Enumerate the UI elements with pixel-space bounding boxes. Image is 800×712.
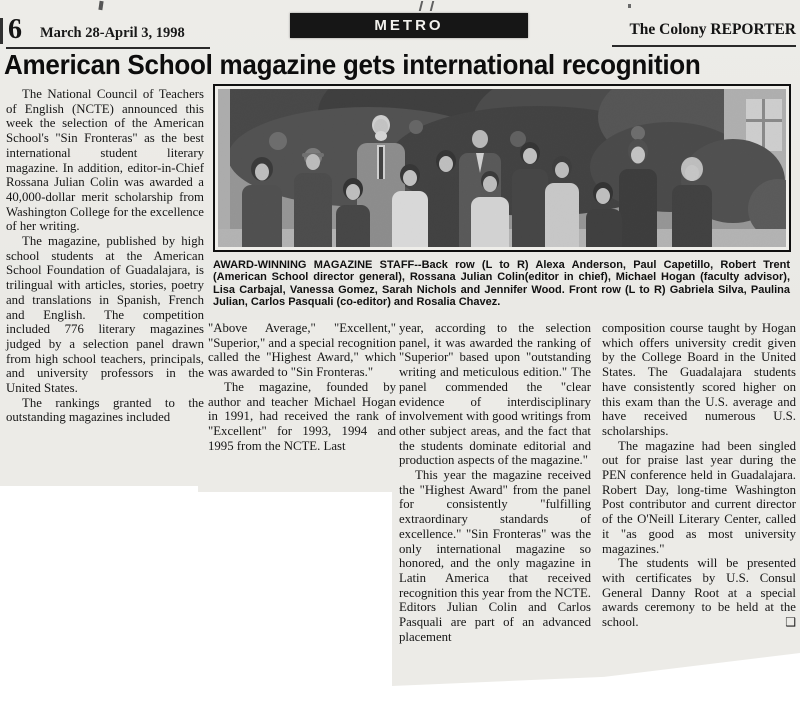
section-banner (290, 13, 528, 38)
headline: American School magazine gets international recognition (4, 49, 701, 80)
article-column-1 (6, 87, 204, 425)
paragraph: The National Council of Teachers of English (NCTE) announced this week the selection of the American School's "Sin Fronteras" as the best international student literary magazine. In addition, editor-in-Chief Rossana Julian Colin was awarded a 40,000-dollar merit scholarship from Washington College for the excellence of her writing. (6, 87, 204, 234)
scan-artifact (0, 18, 3, 44)
paragraph-text: The students will be presented with certificates by U.S. Consul General Danny Root at a special awards ceremony to be held at the school. (602, 556, 796, 630)
paragraph: "Above Average," "Excellent," "Superior," and a special recognition called the "Highest Award," which was awarded to "Sin Fronteras." (208, 321, 396, 380)
issue-date: March 28-April 3, 1998 (40, 25, 185, 41)
page-number: 6 (8, 14, 22, 45)
paper-name: The Colony REPORTER (629, 21, 796, 38)
paragraph: The magazine had been singled out for praise last year during the PEN conference held in Guadalajara. Robert Day, long-time Washington Post contributor and current director of the O'Neill Literary Center, called it "as good as most university magazines." (602, 438, 796, 556)
paragraph: The magazine, published by high school students at the American School Foundation of Guadalajara, is trilingual with articles, stories, poetry and translations in Spanish, French and English. The competition included 776 literary magazines judged by a selection panel drawn from high school teachers, principals, and university professors in the United States. (6, 234, 204, 396)
paragraph: composition course taught by Hogan which offers university credit given by the College Board in the United States. The Guadalajara students have consistently scored higher on this exam than the U.S. average and have received numerous U.S. scholarships. (602, 321, 796, 438)
paragraph: year, according to the selection panel, it was awarded the ranking of "Superior" based upon "outstanding writing and meticulous edition." The panel commended the "clear evidence of interdisciplinary involvement with good writings from other subject areas, and the fact that the students dominate editorial and production aspects of the magazine." (399, 321, 591, 468)
article-column-4 (602, 321, 796, 630)
paragraph: The rankings granted to the outstanding magazines included (6, 395, 204, 425)
article-column-2 (208, 321, 396, 453)
photo-caption: AWARD-WINNING MAGAZINE STAFF--Back row (L to R) Alexa Anderson, Paul Capetillo, Robert Trent (American School director general), Rossana Julian Colin(editor in chief), Michael Hogan (faculty advisor), Lisa Carbajal, Vanessa Gomez, Sarah Nichols and Jennifer Wood. Front row (L to R) Gabriela Silva, Paulina Julian, Carlos Pasquali (co-editor) and Rosalia Chavez. (213, 259, 790, 309)
scan-artifact (628, 4, 631, 8)
paragraph: This year the magazine received the "Highest Award" from the panel for consistently "fulfilling extraordinary standards of excellence." "Sin Fronteras" was the only international magazine so honored, and the only magazine in Latin America that received recognition this year from the NCTE. Editors Julian Colin and Carlos Pasquali are part of an advanced placement (399, 468, 591, 644)
staff-photo (213, 84, 791, 252)
article-column-3 (399, 321, 591, 644)
paragraph: The magazine, founded by author and teacher Michael Hogan in 1991, had received the rank of "Excellent" for 1993, 1994 and 1995 from the NCTE. Last (208, 379, 396, 453)
scan-artifact (419, 1, 434, 11)
section-label: METRO (374, 17, 444, 34)
end-of-article-mark: ❑ (785, 615, 796, 630)
staff-photo-art (218, 89, 786, 247)
paragraph (602, 556, 796, 630)
masthead-rule-right (612, 45, 796, 47)
